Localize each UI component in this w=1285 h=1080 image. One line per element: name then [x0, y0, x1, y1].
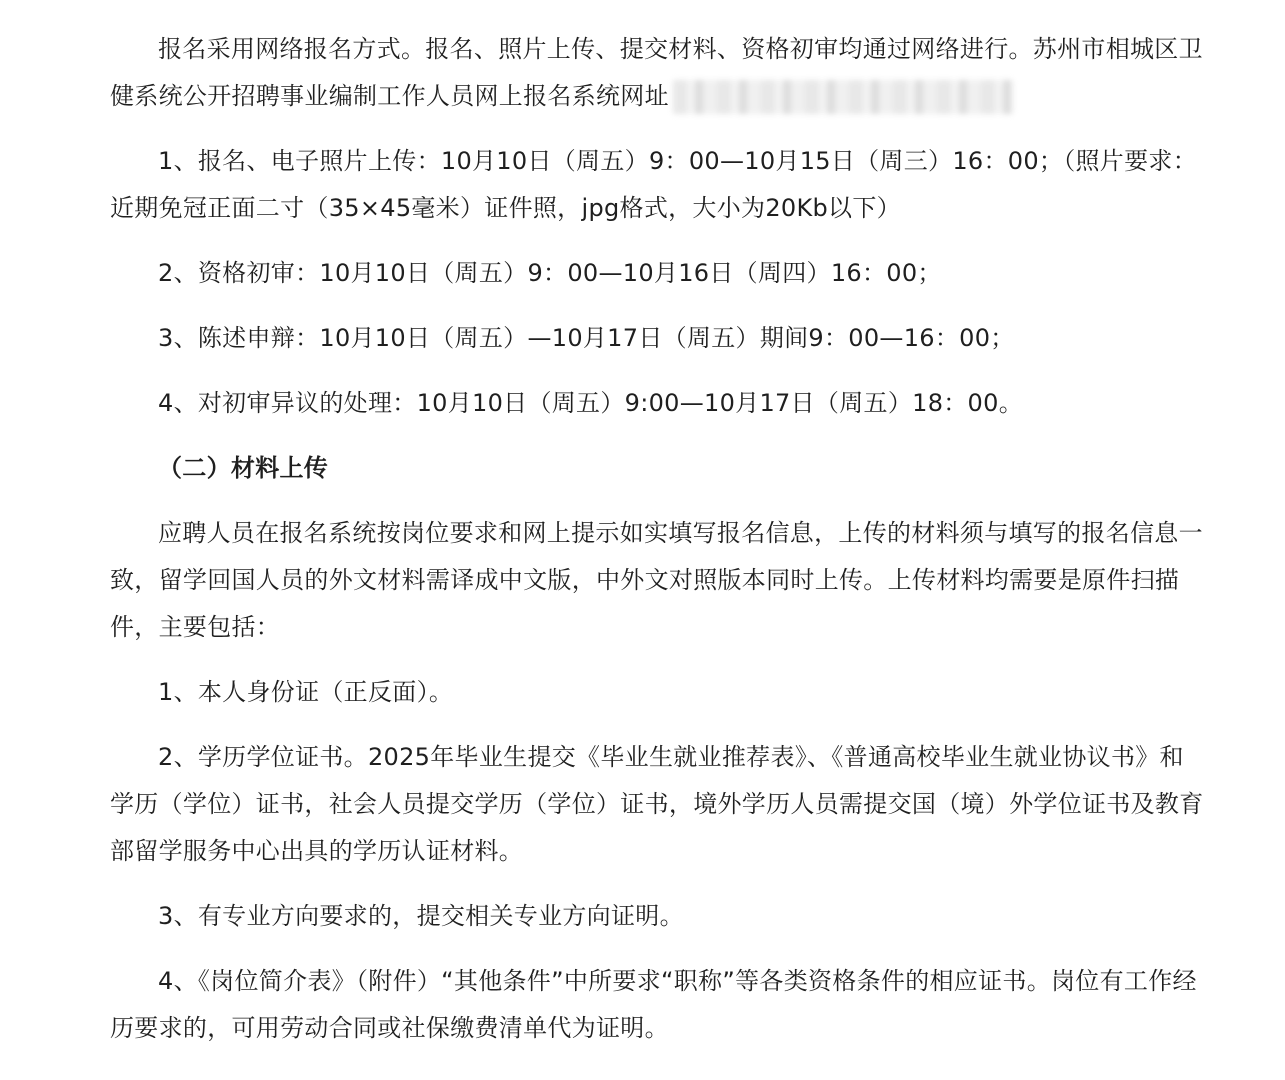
materials-intro-paragraph: 应聘人员在报名系统按岗位要求和网上提示如实填写报名信息，上传的材料须与填写的报名信息一致，留学回国人员的外文材料需译成中文版，中外文对照版本同时上传。上传材料均需要是原件扫描件，主要包括：	[110, 519, 1203, 641]
intro-paragraph	[110, 26, 1208, 120]
materials-item: 1、本人身份证（正反面）。	[158, 678, 454, 706]
materials-item: 3、有专业方向要求的，提交相关专业方向证明。	[158, 902, 684, 930]
document-body	[110, 26, 1208, 1052]
intro-text: 报名采用网络报名方式。报名、照片上传、提交材料、资格初审均通过网络进行。苏州市相城区卫健系统公开招聘事业编制工作人员网上报名系统网址	[110, 35, 1203, 110]
schedule-item: 4、对初审异议的处理：10月10日（周五）9:00—10月17日（周五）18：00。	[158, 389, 1023, 417]
materials-item: 4、《岗位简介表》（附件）“其他条件”中所要求“职称”等各类资格条件的相应证书。岗位有工作经历要求的，可用劳动合同或社保缴费清单代为证明。	[110, 967, 1197, 1042]
schedule-item: 1、报名、电子照片上传：10月10日（周五）9：00—10月15日（周三）16：00；（照片要求：近期免冠正面二寸（35×45毫米）证件照，jpg格式，大小为20Kb以下）	[110, 147, 1198, 222]
materials-item: 2、学历学位证书。2025年毕业生提交《毕业生就业推荐表》、《普通高校毕业生就业协议书》和学历（学位）证书，社会人员提交学历（学位）证书，境外学历人员需提交国（境）外学位证书及教育部留学服务中心出具的学历认证材料。	[110, 743, 1204, 865]
redacted-url-image	[673, 80, 1013, 114]
section-heading: （二）材料上传	[158, 454, 329, 482]
schedule-item: 3、陈述申辩：10月10日（周五）—10月17日（周五）期间9：00—16：00；	[158, 324, 1015, 352]
schedule-item: 2、资格初审：10月10日（周五）9：00—10月16日（周四）16：00；	[158, 259, 942, 287]
